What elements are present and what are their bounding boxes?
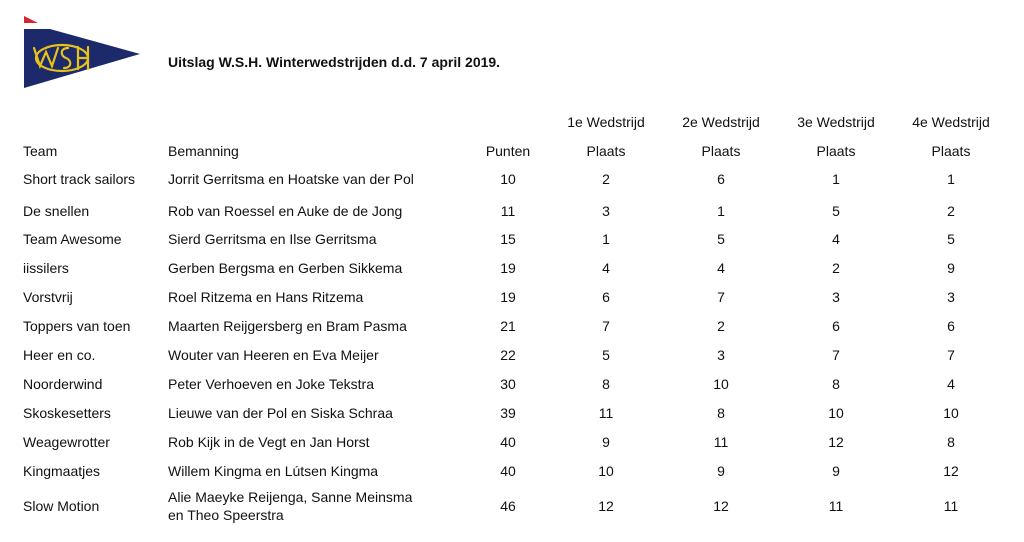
points-value: 39 [500,405,516,421]
race-2-place: 7 [717,289,725,305]
race-1-place: 11 [598,405,614,421]
race-4-place: 12 [943,463,959,479]
crew-names: Jorrit Gerritsma en Hoatske van der Pol [168,171,414,187]
points-value: 11 [500,203,516,219]
race-3-place: 10 [828,405,844,421]
race-2-place: 2 [717,318,725,334]
column-header-race-3-sub: Plaats [816,143,856,159]
team-name: De snellen [23,203,90,219]
column-header-race-4: 4e Wedstrijd [912,114,990,130]
race-1-place: 5 [602,347,610,363]
race-1-place: 4 [602,260,610,276]
team-name: Vorstvrij [23,289,73,305]
race-1-place: 2 [602,171,610,187]
crew-names: Alie Maeyke Reijenga, Sanne Meinsma [168,489,413,505]
column-header-race-1-sub: Plaats [586,143,626,159]
crew-names: Roel Ritzema en Hans Ritzema [168,289,364,305]
race-1-place: 1 [602,231,610,247]
column-header-race-3: 3e Wedstrijd [797,114,875,130]
team-name: iissilers [23,260,69,276]
race-3-place: 8 [832,376,840,392]
points-value: 46 [500,498,516,514]
race-3-place: 7 [832,347,840,363]
race-4-place: 2 [947,203,955,219]
race-3-place: 3 [832,289,840,305]
race-3-place: 9 [832,463,840,479]
points-value: 40 [500,463,516,479]
crew-names: Maarten Reijgersberg en Bram Pasma [168,318,407,334]
column-header-points: Punten [485,143,531,159]
team-name: Short track sailors [23,171,136,187]
race-4-place: 9 [947,260,955,276]
page-title: Uitslag W.S.H. Winterwedstrijden d.d. 7 april 2019. [168,54,501,70]
points-value: 15 [500,231,516,247]
team-name: Noorderwind [23,376,103,392]
team-name: Skoskesetters [23,405,111,421]
race-1-place: 9 [602,434,610,450]
race-4-place: 6 [947,318,955,334]
team-name: Weagewrotter [23,434,110,450]
race-4-place: 4 [947,376,955,392]
race-3-place: 4 [832,231,840,247]
race-3-place: 2 [832,260,840,276]
race-2-place: 3 [717,347,725,363]
column-header-crew: Bemanning [168,143,239,159]
crew-names: Willem Kingma en Lútsen Kingma [168,463,379,479]
race-2-place: 1 [717,203,725,219]
team-name: Toppers van toen [23,318,131,334]
race-1-place: 10 [598,463,614,479]
race-2-place: 9 [717,463,725,479]
points-value: 30 [500,376,516,392]
race-2-place: 4 [717,260,725,276]
race-1-place: 8 [602,376,610,392]
race-3-place: 11 [828,498,844,514]
race-3-place: 5 [832,203,840,219]
points-value: 10 [500,171,516,187]
race-4-place: 3 [947,289,955,305]
column-header-race-2: 2e Wedstrijd [682,114,760,130]
race-1-place: 3 [602,203,610,219]
race-2-place: 10 [713,376,729,392]
pennant-flag-icon [22,14,142,90]
flag-red-stripe [24,16,38,23]
race-1-place: 12 [598,498,614,514]
points-value: 40 [500,434,516,450]
crew-names: Peter Verhoeven en Joke Tekstra [168,376,374,392]
crew-names: Gerben Bergsma en Gerben Sikkema [168,260,403,276]
team-name: Kingmaatjes [23,463,101,479]
team-name: Team Awesome [23,231,122,247]
column-header-race-2-sub: Plaats [701,143,741,159]
points-value: 19 [500,289,516,305]
race-2-place: 12 [713,498,729,514]
points-value: 19 [500,260,516,276]
race-2-place: 8 [717,405,725,421]
race-3-place: 6 [832,318,840,334]
team-name: Heer en co. [23,347,96,363]
crew-names: Lieuwe van der Pol en Siska Schraa [168,405,393,421]
crew-names: Wouter van Heeren en Eva Meijer [168,347,379,363]
race-2-place: 6 [717,171,725,187]
team-name: Slow Motion [23,498,100,514]
column-header-team: Team [23,143,58,159]
flag-white-stripe [24,23,50,29]
race-4-place: 8 [947,434,955,450]
points-value: 21 [500,318,516,334]
race-4-place: 7 [947,347,955,363]
race-4-place: 10 [943,405,959,421]
crew-names: Rob van Roessel en Auke de de Jong [168,203,403,219]
column-header-race-4-sub: Plaats [931,143,971,159]
crew-names-cont: en Theo Speerstra [168,507,284,523]
race-3-place: 12 [828,434,844,450]
race-1-place: 7 [602,318,610,334]
race-4-place: 1 [947,171,955,187]
race-2-place: 11 [713,434,729,450]
column-header-race-1: 1e Wedstrijd [567,114,645,130]
race-4-place: 11 [943,498,959,514]
race-3-place: 1 [832,171,840,187]
crew-names: Rob Kijk in de Vegt en Jan Horst [168,434,370,450]
race-2-place: 5 [717,231,725,247]
crew-names: Sierd Gerritsma en Ilse Gerritsma [168,231,377,247]
race-1-place: 6 [602,289,610,305]
points-value: 22 [500,347,516,363]
race-4-place: 5 [947,231,955,247]
